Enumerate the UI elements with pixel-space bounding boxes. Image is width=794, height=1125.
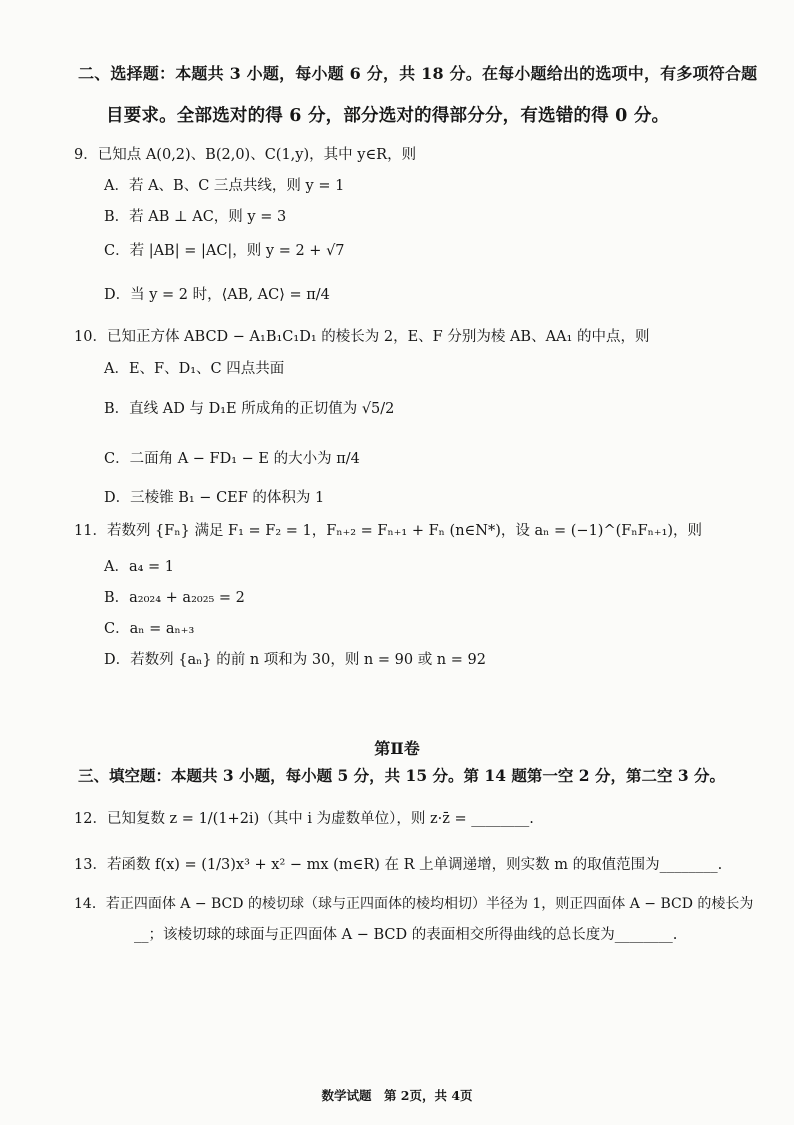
question-10-stem: 10．已知正方体 ABCD − A₁B₁C₁D₁ 的棱长为 2，E、F 分别为棱 AB、AA₁ 的中点，则	[74, 329, 650, 345]
question-14-line1: 14．若正四面体 A − BCD 的棱切球（球与正四面体的棱均相切）半径为 1，则正四面体 A − BCD 的棱长为	[74, 896, 754, 912]
question-9-option-a: A．若 A、B、C 三点共线，则 y = 1	[104, 178, 345, 194]
question-11-option-b: B．a₂₀₂₄ + a₂₀₂₅ = 2	[104, 590, 245, 606]
question-9-stem: 9．已知点 A(0,2)、B(2,0)、C(1,y)，其中 y∈R，则	[74, 147, 417, 163]
question-11-option-a: A．a₄ = 1	[104, 559, 175, 575]
question-13: 13．若函数 f(x) = (1/3)x³ + x² − mx (m∈R) 在 R 上单调递增，则实数 m 的取值范围为________.	[74, 857, 723, 873]
question-12: 12．已知复数 z = 1/(1+2i)（其中 i 为虚数单位），则 z·z̄ = ________.	[74, 811, 534, 827]
question-9-option-c: C．若 |AB| = |AC|，则 y = 2 + √7	[104, 243, 345, 259]
question-10-option-d: D．三棱锥 B₁ − CEF 的体积为 1	[104, 490, 325, 506]
question-9-option-d: D．当 y = 2 时，⟨AB, AC⟩ = π/4	[104, 287, 330, 303]
question-11-option-d: D．若数列 {aₙ} 的前 n 项和为 30，则 n = 90 或 n = 92	[104, 652, 486, 668]
question-9-option-b: B．若 AB ⊥ AC，则 y = 3	[104, 209, 287, 225]
section3-heading: 三、填空题：本题共 3 小题，每小题 5 分，共 15 分。第 14 题第一空 2 分，第二空 3 分。	[78, 766, 726, 785]
question-10-option-a: A．E、F、D₁、C 四点共面	[104, 361, 285, 377]
page-footer: 数学试题 第 2页，共 4页	[321, 1088, 473, 1103]
question-11-option-c: C．aₙ = aₙ₊₃	[104, 621, 195, 637]
section2-heading-line1: 二、选择题：本题共 3 小题，每小题 6 分，共 18 分。在每小题给出的选项中，有多项符合题	[78, 64, 758, 83]
question-14-line2: __；该棱切球的球面与正四面体 A − BCD 的表面相交所得曲线的总长度为________.	[134, 927, 678, 943]
question-11-stem: 11．若数列 {Fₙ} 满足 F₁ = F₂ = 1，Fₙ₊₂ = Fₙ₊₁ + Fₙ (n∈N*)，设 aₙ = (−1)^(FₙFₙ₊₁)，则	[74, 523, 703, 539]
section2-heading-line2: 目要求。全部选对的得 6 分，部分选对的得部分分，有选错的得 0 分。	[106, 106, 670, 126]
volume-title: 第Ⅱ卷	[374, 739, 420, 758]
question-10-option-b: B．直线 AD 与 D₁E 所成角的正切值为 √5/2	[104, 401, 395, 417]
question-10-option-c: C．二面角 A − FD₁ − E 的大小为 π/4	[104, 451, 360, 467]
